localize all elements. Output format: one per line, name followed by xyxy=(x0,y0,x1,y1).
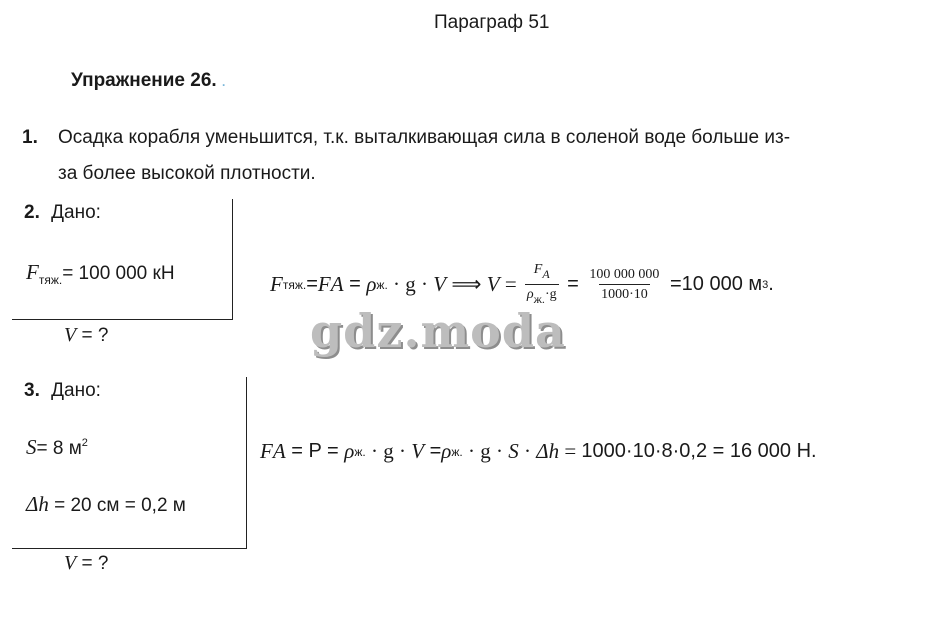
frac1-num-sub: A xyxy=(542,267,550,281)
force-value: = 100 000 кН xyxy=(62,263,175,284)
eq3-S: S xyxy=(508,439,519,463)
eq-eq3: = xyxy=(499,272,522,296)
eq-rho: ρ xyxy=(366,272,377,296)
page-title: Параграф 51 xyxy=(434,12,550,33)
eq-V1: V xyxy=(433,272,447,296)
force-subscript: тяж. xyxy=(38,273,63,287)
eq3-FA-sub: A xyxy=(272,439,286,463)
task1-line2: за более высокой плотности. xyxy=(58,163,316,184)
task3-given-label: Дано: xyxy=(51,380,101,401)
eq3-p2: · g · xyxy=(365,439,412,463)
eq-eq4: = xyxy=(561,273,585,295)
frac2-num: 100 000 000 xyxy=(589,267,660,282)
task2-find xyxy=(64,324,108,347)
task3-find xyxy=(64,552,108,575)
task2-given-force xyxy=(26,260,175,287)
eq-result-end: . xyxy=(768,273,774,295)
fraction-numeric xyxy=(587,267,661,302)
eq-eq2: = xyxy=(343,273,367,295)
find-var-3: V xyxy=(64,552,77,574)
exercise-heading xyxy=(71,70,225,92)
area-sup: 2 xyxy=(81,437,88,449)
task2-given-label: Дано: xyxy=(51,202,101,223)
task3-number: 3. xyxy=(24,380,40,401)
eq-result-sup: 3 xyxy=(762,278,769,291)
task3-equation xyxy=(260,439,817,464)
area-symbol: S xyxy=(26,435,37,459)
eq3-p4: · g · xyxy=(462,439,509,463)
area-value: = 8 м xyxy=(36,438,82,459)
eq3-rho2: ρ xyxy=(441,439,452,463)
watermark: gdz.moda xyxy=(310,304,566,358)
eq3-dh: Δh xyxy=(536,439,560,463)
eq3-rho2-sub: ж. xyxy=(451,444,463,459)
depth-value: = 20 см = 0,2 м xyxy=(48,495,186,516)
eq-dot1: · g · xyxy=(387,272,434,296)
eq-F: F xyxy=(270,272,283,296)
eq3-result: 1000·10·8·0,2 = 16 000 Н. xyxy=(581,440,817,462)
task2-number: 2. xyxy=(24,202,40,223)
find-rest: = ? xyxy=(76,325,109,346)
eq-result: =10 000 м xyxy=(664,273,763,295)
fraction-force-over-density xyxy=(525,262,559,307)
task3-given-area xyxy=(26,435,88,460)
task3-heading xyxy=(24,380,101,402)
eq3-V: V xyxy=(411,439,425,463)
eq-F-sub: тяж. xyxy=(282,277,307,292)
eq3-rho1-sub: ж. xyxy=(354,444,366,459)
frac1-num: F xyxy=(533,262,543,277)
task3-horizontal-divider xyxy=(12,548,247,549)
eq-FA-sub: A xyxy=(330,272,344,296)
find-var: V xyxy=(64,324,77,346)
task1-line1: Осадка корабля уменьшится, т.к. выталкивающая сила в соленой воде больше из- xyxy=(58,127,791,148)
eq3-p3: = xyxy=(424,440,442,462)
task3-vertical-divider xyxy=(246,377,247,549)
task2-horizontal-divider xyxy=(12,319,233,320)
eq-rho-sub: ж. xyxy=(376,277,388,292)
force-symbol: F xyxy=(26,260,39,284)
task2-equation xyxy=(270,262,774,307)
frac2-den: 1000·10 xyxy=(599,284,650,302)
eq3-rho1: ρ xyxy=(344,439,355,463)
eq3-p6: = xyxy=(559,439,582,463)
task2-vertical-divider xyxy=(232,199,233,320)
task2-heading xyxy=(24,202,101,224)
eq3-p1: = P = xyxy=(285,440,345,462)
exercise-mark: . xyxy=(221,75,226,89)
eq-FA: F xyxy=(317,272,331,296)
eq3-FA: F xyxy=(260,439,273,463)
exercise-heading-text: Упражнение 26. xyxy=(71,70,217,91)
eq3-p5: · xyxy=(518,439,537,463)
task3-given-depth xyxy=(26,492,186,517)
eq-implies: ⟹ xyxy=(446,272,487,296)
frac1-den-sub: ж. xyxy=(533,292,545,306)
frac1-den-rest: ·g xyxy=(544,287,557,302)
eq-eq1: = xyxy=(306,273,318,295)
frac1-den: ρ xyxy=(526,287,534,302)
eq-V2: V xyxy=(486,272,500,296)
task1-number: 1. xyxy=(22,127,38,148)
depth-symbol: Δh xyxy=(26,492,49,516)
find-rest-3: = ? xyxy=(76,553,109,574)
